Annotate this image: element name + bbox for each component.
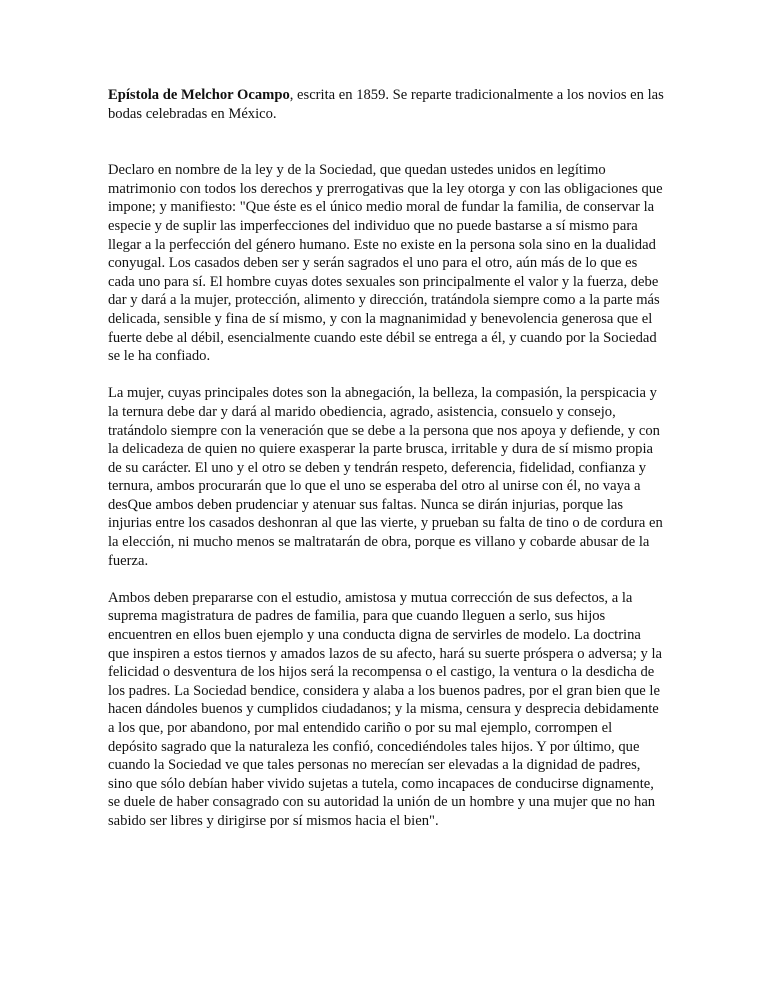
intro-title: Epístola de Melchor Ocampo bbox=[108, 87, 290, 103]
paragraph-both: Ambos deben prepararse con el estudio, amistosa y mutua corrección de sus defectos, a la suprema magistratura de padres de familia, para que cuando lleguen a serlo, sus hijos encuentren en ellos buen ejemplo y una conducta digna de servirles de modelo. La doctrina que inspiren a estos tiernos y amados lazos de su afecto, hará su suerte próspera o adversa; y la felicidad o desventura de los hijos será la recompensa o el castigo, la ventura o la desdicha de los padres. La Sociedad bendice, considera y alaba a los buenos padres, por el gran bien que le hacen dándoles buenos y cumplidos ciudadanos; y la misma, censura y desprecia debidamente a los que, por abandono, por mal entendido cariño o por su mal ejemplo, corrompen el depósito sagrado que la naturaleza les confió, concediéndoles tales hijos. Y por último, que cuando la Sociedad ve que tales personas no merecían ser elevadas a la dignidad de padres, sino que sólo debían haber vivido sujetas a tutela, como incapaces de conducirse dignamente, se duele de haber consagrado con su autoridad la unión de un hombre y una mujer que no han sabido ser libres y dirigirse por sí mismos hacia el bien". bbox=[108, 589, 662, 829]
intro-description: , escrita en 1859. Se reparte tradicionalmente a los novios en las bodas celebradas en México. bbox=[108, 87, 664, 122]
paragraph-declaration: Declaro en nombre de la ley y de la Sociedad, que quedan ustedes unidos en legítimo matrimonio con todos los derechos y prerrogativas que la ley otorga y con las obligaciones que impone; y manifiesto: "Que éste es el único medio moral de fundar la familia, de conservar la especie y de suplir las imperfecciones del individuo que no puede bastarse a sí mismo para llegar a la perfección del género humano. Este no existe en la persona sola sino en la dualidad conyugal. Los casados deben ser y serán sagrados el uno para el otro, aún más de lo que es cada uno para sí. El hombre cuyas dotes sexuales son principalmente el valor y la fuerza, debe dar y dará a la mujer, protección, alimento y dirección, tratándola siempre como a la parte más delicada, sensible y fina de sí mismo, y con la magnanimidad y benevolencia generosa que el fuerte debe al débil, esencialmente cuando este débil se entrega a él, y cuando por la Sociedad se le ha confiado. bbox=[108, 162, 663, 365]
intro-paragraph bbox=[108, 86, 664, 123]
paragraph-woman: La mujer, cuyas principales dotes son la abnegación, la belleza, la compasión, la perspicacia y la ternura debe dar y dará al marido obediencia, agrado, asistencia, consuelo y consejo, tratándolo siempre con la veneración que se debe a la persona que nos apoya y defiende, y con la delicadeza de quien no quiere exasperar la parte brusca, irritable y dura de sí mismo propia de su carácter. El uno y el otro se deben y tendrán respeto, deferencia, fidelidad, confianza y ternura, ambos procurarán que lo que el uno se esperaba del otro al unirse con él, no vaya a desQue ambos deben prudenciar y atenuar sus faltas. Nunca se dirán injurias, porque las injurias entre los casados deshonran al que las vierte, y prueban su falta de tino o de cordura en la elección, ni mucho menos se maltratarán de obra, porque es villano y cobarde abusar de la fuerza. bbox=[108, 385, 663, 569]
document-body bbox=[108, 86, 664, 849]
